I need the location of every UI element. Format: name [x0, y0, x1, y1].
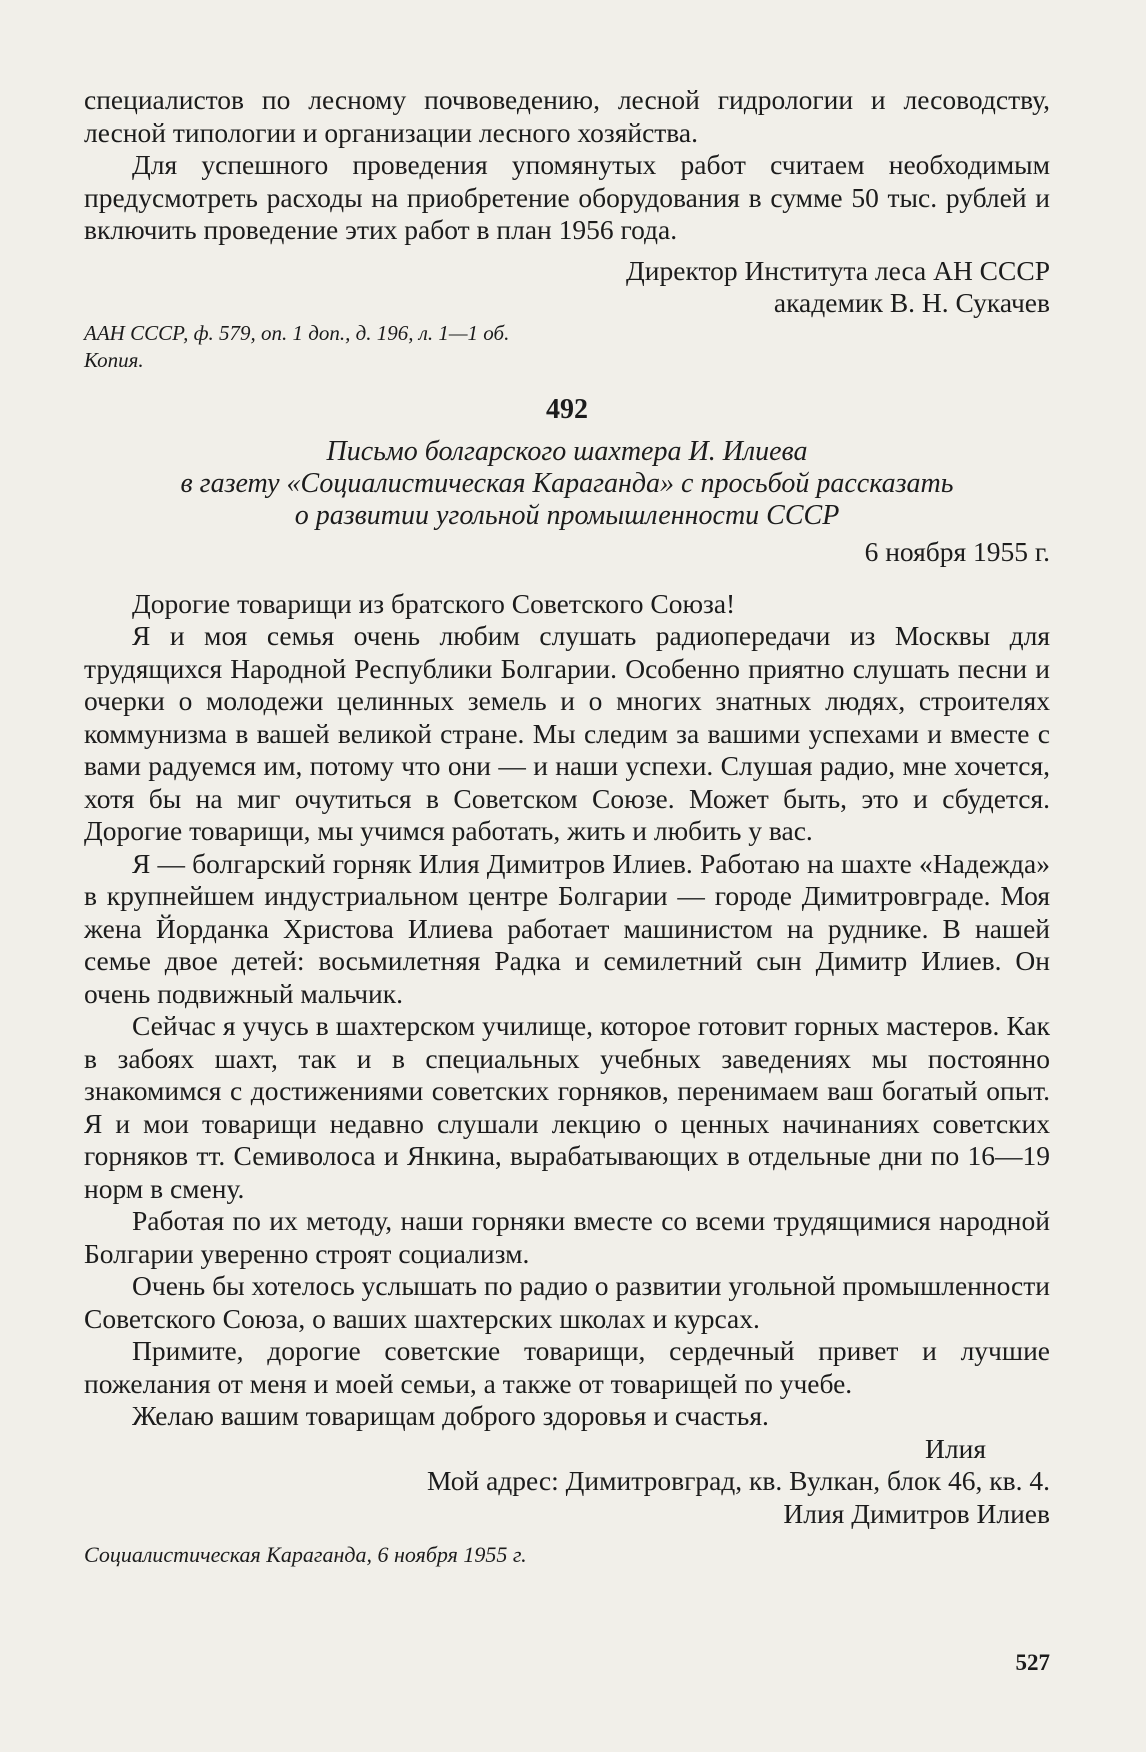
letter-address: Мой адрес: Димитровград, кв. Вулкан, блок 46, кв. 4. [426, 1465, 1050, 1496]
letter-paragraph: Желаю вашим товарищам доброго здоровья и счастья. [132, 1400, 769, 1431]
signature-title: Директор Института леса АН СССР [626, 254, 1050, 286]
archive-reference: ААН СССР, ф. 579, оп. 1 доп., д. 196, л. 1—1 об. [84, 320, 510, 345]
document-date: 6 ноября 1955 г. [864, 535, 1050, 567]
document-number: 492 [546, 393, 588, 425]
document-title-line: Письмо болгарского шахтера И. Илиева [326, 435, 808, 467]
letter-paragraph: Очень бы хотелось услышать по радио о развитии угольной промышленности Советского Союза, о ваших шахтерских школах и курсах. [84, 1270, 1050, 1334]
letter-paragraph: Я — болгарский горняк Илия Димитров Илиев. Работаю на шахте «Надежда» в крупнейшем индустриальном центре Болгарии — городе Димитровграде. Моя жена Йорданка Христова Илиева работает машинистом на руднике. В нашей семье двое детей: восьмилетняя Радка и семилетний сын Димитр Илиев. Он очень подвижный мальчик. [84, 847, 1050, 1009]
letter-paragraph: Примите, дорогие советские товарищи, сердечный привет и лучшие пожелания от меня и моей семьи, а также от товарищей по учебе. [84, 1335, 1050, 1399]
document-title-line: в газету «Социалистическая Караганда» с просьбой рассказать [180, 467, 954, 499]
letter-paragraph: Работая по их методу, наши горняки вместе со всеми трудящимися народной Болгарии уверенно строят социализм. [84, 1205, 1050, 1269]
source-citation: Социалистическая Караганда, 6 ноября 1955 г. [84, 1542, 527, 1567]
letter-paragraph: Сейчас я учусь в шахтерском училище, которое готовит горных мастеров. Как в забоях шахт, так и в специальных учебных заведениях мы постоянно знакомимся с достижениями советских горняков, перенимаем ваш богатый опыт. Я и мои товарищи недавно слушали лекцию о ценных начинаниях советских горняков тт. Семиволоса и Янкина, вырабатывающих в отдельные дни по 16—19 норм в смену. [84, 1010, 1050, 1204]
paragraph: Для успешного проведения упомянутых работ считаем необходимым предусмотреть расходы на приобретение оборудования в сумме 50 тыс. рублей и включить проведение этих работ в план 1956 года. [84, 149, 1050, 245]
paragraph: специалистов по лесному почвоведению, лесной гидрологии и лесоводству, лесной типологии и организации лесного хозяйства. [84, 84, 1050, 148]
letter-paragraph: Я и моя семья очень любим слушать радиопередачи из Москвы для трудящихся Народной Республики Болгарии. Особенно приятно слушать песни и очерки о молодежи целинных земель и о многих знатных людях, строителях коммунизма в вашей великой стране. Мы следим за вашими успехами и вместе с вами радуемся им, потому что они — и наши успехи. Слушая радио, мне хочется, хотя бы на миг очутиться в Советском Союзе. Может быть, это и сбудется. Дорогие товарищи, мы учимся работать, жить и любить у вас. [84, 620, 1050, 846]
letter-signature-short: Илия [925, 1432, 986, 1464]
copy-note: Копия. [84, 347, 144, 372]
letter-salutation: Дорогие товарищи из братского Советского Союза! [132, 587, 736, 619]
document-title-line: о развитии угольной промышленности СССР [294, 499, 840, 531]
document-page [84, 84, 1050, 1568]
page-number: 527 [1015, 1650, 1050, 1675]
signature-name: академик В. Н. Сукачев [773, 287, 1050, 318]
letter-signature-full: Илия Димитров Илиев [783, 1497, 1050, 1529]
